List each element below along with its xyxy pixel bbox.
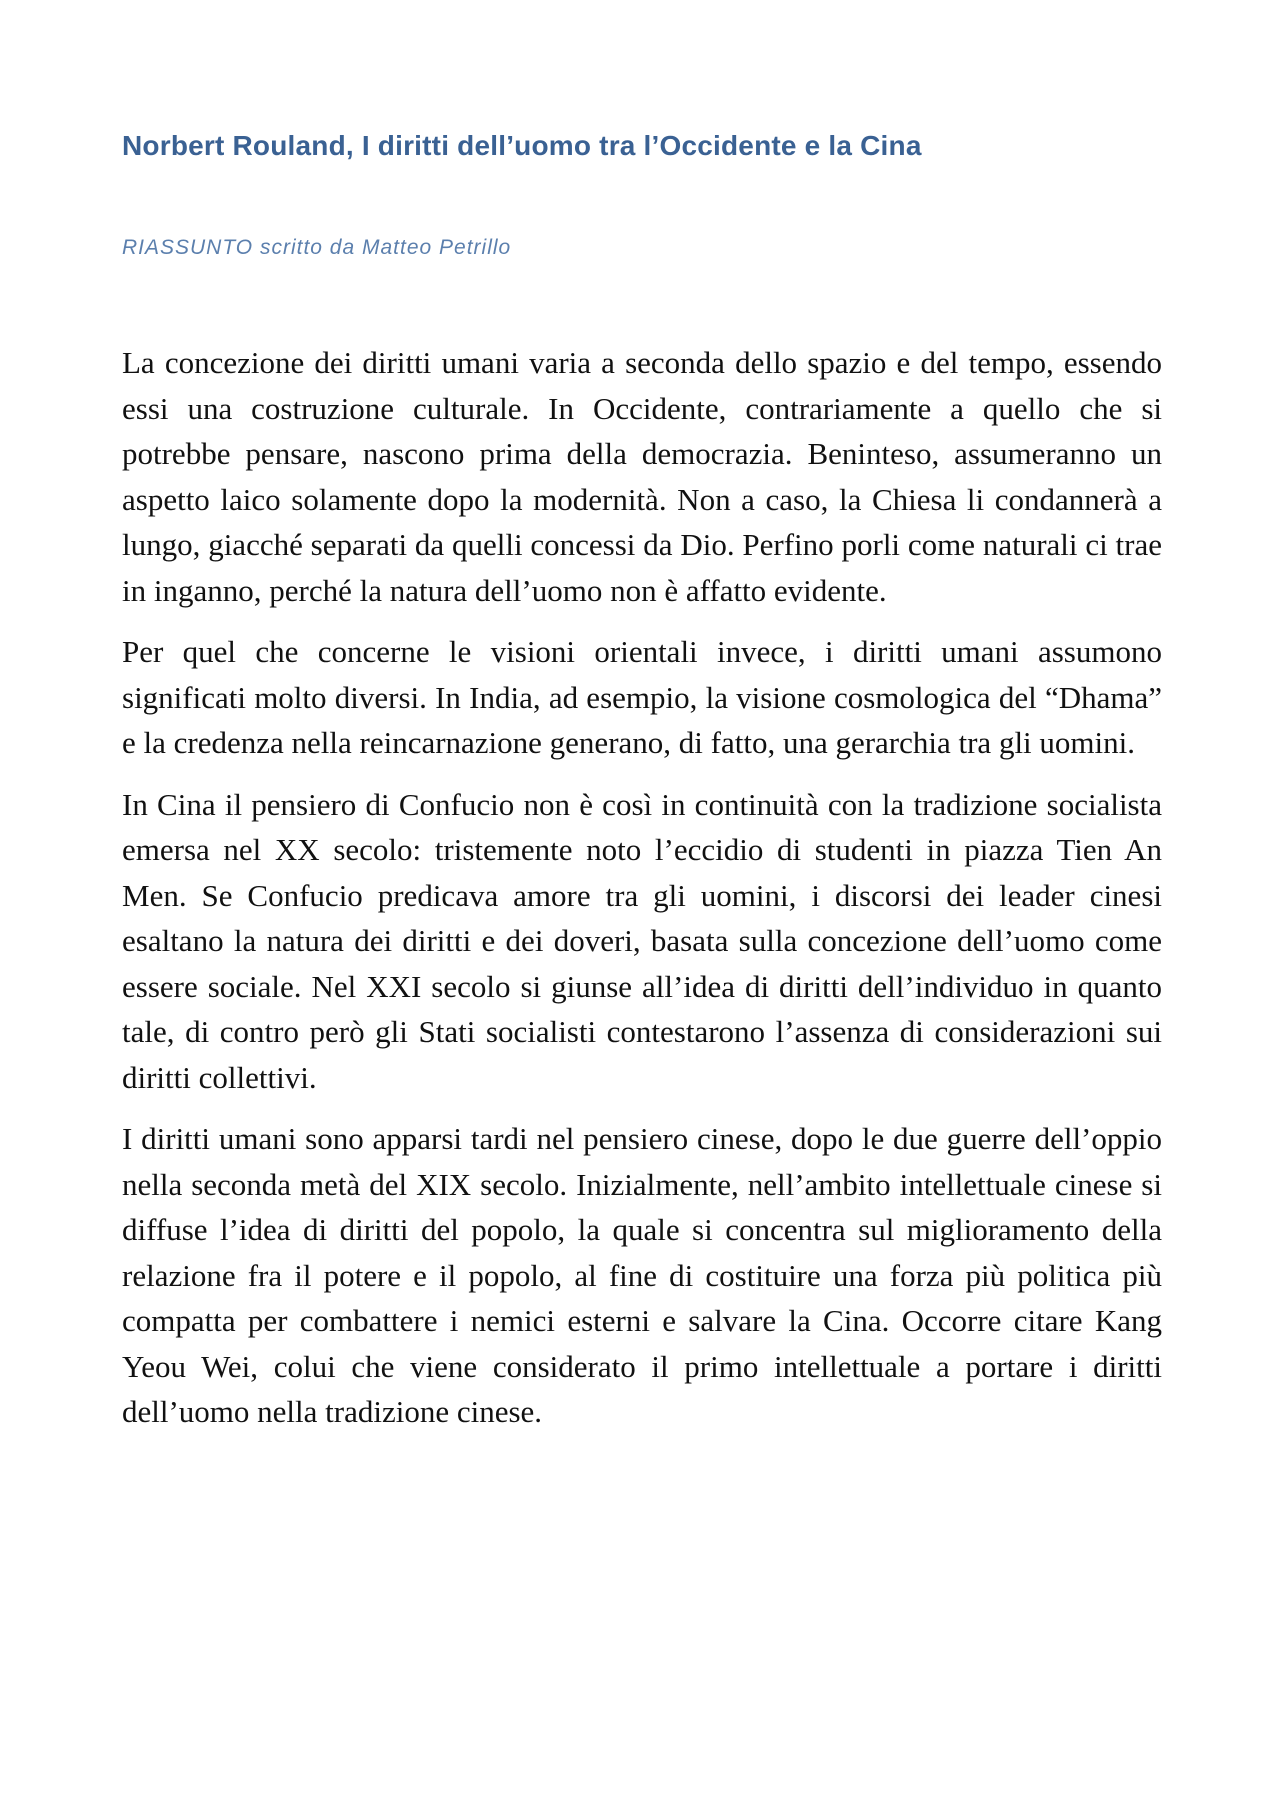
document-body — [122, 340, 1162, 1451]
document-title: Norbert Rouland, I diritti dell’uomo tra l’Occidente e la Cina — [122, 130, 922, 161]
paragraph-2: Per quel che concerne le visioni orientali invece, i diritti umani assumono significati molto diversi. In India, ad esempio, la visione cosmologica del “Dhama” e la credenza nella reincarnazione generano, di fatto, una gerarchia tra gli uomini. — [122, 634, 1162, 760]
paragraph-3: In Cina il pensiero di Confucio non è così in continuità con la tradizione socialista emersa nel XX secolo: tristemente noto l’eccidio di studenti in piazza Tien An Men. Se Confucio predicava amore tra gli uomini, i discorsi dei leader cinesi esaltano la natura dei diritti e dei doveri, basata sulla concezione dell’uomo come essere sociale. Nel XXI secolo si giunse all’idea di diritti dell’individuo in quanto tale, di contro però gli Stati socialisti contestarono l’assenza di considerazioni sui diritti collettivi. — [122, 786, 1162, 1095]
paragraph-4: I diritti umani sono apparsi tardi nel pensiero cinese, dopo le due guerre dell’oppio nella seconda metà del XIX secolo. Inizialmente, nell’ambito intellettuale cinese si diffuse l’idea di diritti del popolo, la quale si concentra sul miglioramento della relazione fra il potere e il popolo, al fine di costituire una forza più politica più compatta per combattere i nemici esterni e salvare la Cina. Occorre citare Kang Yeou Wei, colui che viene considerato il primo intellettuale a portare i diritti dell’uomo nella tradizione cinese. — [122, 1121, 1162, 1429]
document-subtitle: RIASSUNTO scritto da Matteo Petrillo — [122, 236, 512, 259]
paragraph-1: La concezione dei diritti umani varia a seconda dello spazio e del tempo, essendo essi una costruzione culturale. In Occidente, contrariamente a quello che si potrebbe pensare, nascono prima della democrazia. Beninteso, assumeranno un aspetto laico solamente dopo la modernità. Non a caso, la Chiesa li condannerà a lungo, giacché separati da quelli concessi da Dio. Perfino porli come naturali ci trae in inganno, perché la natura dell’uomo non è affatto evidente. — [122, 345, 1162, 608]
